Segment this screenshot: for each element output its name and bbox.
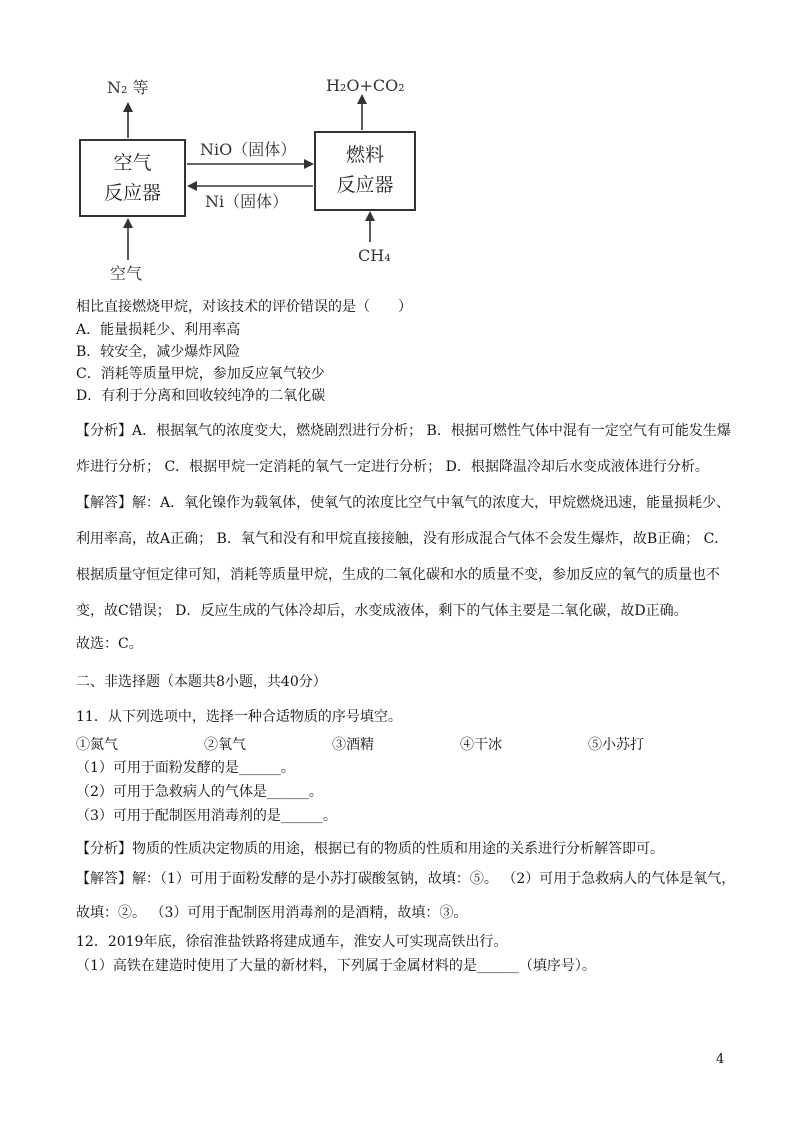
q10-solution: 【解答】解：A．氧化镍作为载氧体，使氧气的浓度比空气中氧气的浓度大，甲烷燃烧迅速，能量损耗少、利用率高，故A正确； B．氧气和没有和甲烷直接接触，没有形成混合气体不会发生爆炸，故B正确； C．根据质量守恒定律可知，消耗等质量甲烷，生成的二氧化碳和水的质量不变，参加反应的氧气的质量也不变，故C错误； D．反应生成的气体冷却后，水变成液体，剩下的气体主要是二氧化碳，故D正确。 [76, 495, 731, 619]
q11-sub2: （2）可用于急救病人的气体是______。 [76, 784, 323, 800]
page-number: 4 [716, 1052, 725, 1067]
q11-option: ②氧气 [204, 737, 246, 753]
fuel-reactor-label: 燃料 反应器 [336, 144, 394, 196]
h2o-co2-label: H₂O+CO₂ [326, 76, 405, 95]
reactor-diagram [60, 70, 440, 290]
air-reactor-label: 空气 反应器 [103, 152, 161, 204]
q11-option: ④干冰 [460, 737, 502, 753]
q12-stem: 12．2019年底，徐宿淮盐铁路将建成通车，淮安人可实现高铁出行。 [76, 934, 508, 950]
q11-option: ①氮气 [76, 737, 118, 753]
n2-label: N₂ 等 [107, 78, 149, 97]
q11-option: ⑤小苏打 [588, 737, 644, 753]
ni-label: Ni（固体） [205, 192, 289, 211]
q11-option: ③酒精 [332, 737, 374, 753]
section-title: 二、非选择题（本题共8小题，共40分） [76, 674, 327, 690]
nio-label: NiO（固体） [200, 140, 297, 159]
q10-answer: 故选：C。 [76, 636, 143, 652]
q10-option-c: C．消耗等质量甲烷，参加反应氧气较少 [76, 366, 325, 382]
q10-option-d: D．有利于分离和回收较纯净的二氧化碳 [76, 388, 326, 404]
q10-analysis: 【分析】A．根据氧气的浓度变大，燃烧剧烈进行分析； B．根据可燃性气体中混有一定空气有可能发生爆炸进行分析； C．根据甲烷一定消耗的氧气一定进行分析； D．根据降温冷却后水变成液体进行分析。 [76, 423, 731, 475]
q11-stem: 11．从下列选项中，选择一种合适物质的序号填空。 [76, 709, 402, 725]
air-in-label: 空气 [110, 264, 143, 283]
q12-sub1: （1）高铁在建造时使用了大量的新材料，下列属于金属材料的是______（填序号）。 [76, 958, 596, 974]
q10-stem: 相比直接燃烧甲烷，对该技术的评价错误的是（ ） [76, 299, 412, 315]
q11-options [76, 735, 716, 755]
q10-option-b: B．较安全，减少爆炸风险 [76, 344, 241, 360]
q11-analysis: 【分析】物质的性质决定物质的用途，根据已有的物质的性质和用途的关系进行分析解答即可。 [76, 841, 664, 857]
ch4-label: CH₄ [358, 246, 391, 265]
q11-solution: 【解答】解：（1）可用于面粉发酵的是小苏打碳酸氢钠，故填：⑤。 （2）可用于急救病人的气体是氧气，故填：②。 （3）可用于配制医用消毒剂的是酒精，故填：③。 [76, 871, 736, 921]
q11-sub1: （1）可用于面粉发酵的是______。 [76, 760, 295, 776]
q11-sub3: （3）可用于配制医用消毒剂的是______。 [76, 808, 337, 824]
q10-option-a: A．能量损耗少、利用率高 [76, 322, 241, 338]
